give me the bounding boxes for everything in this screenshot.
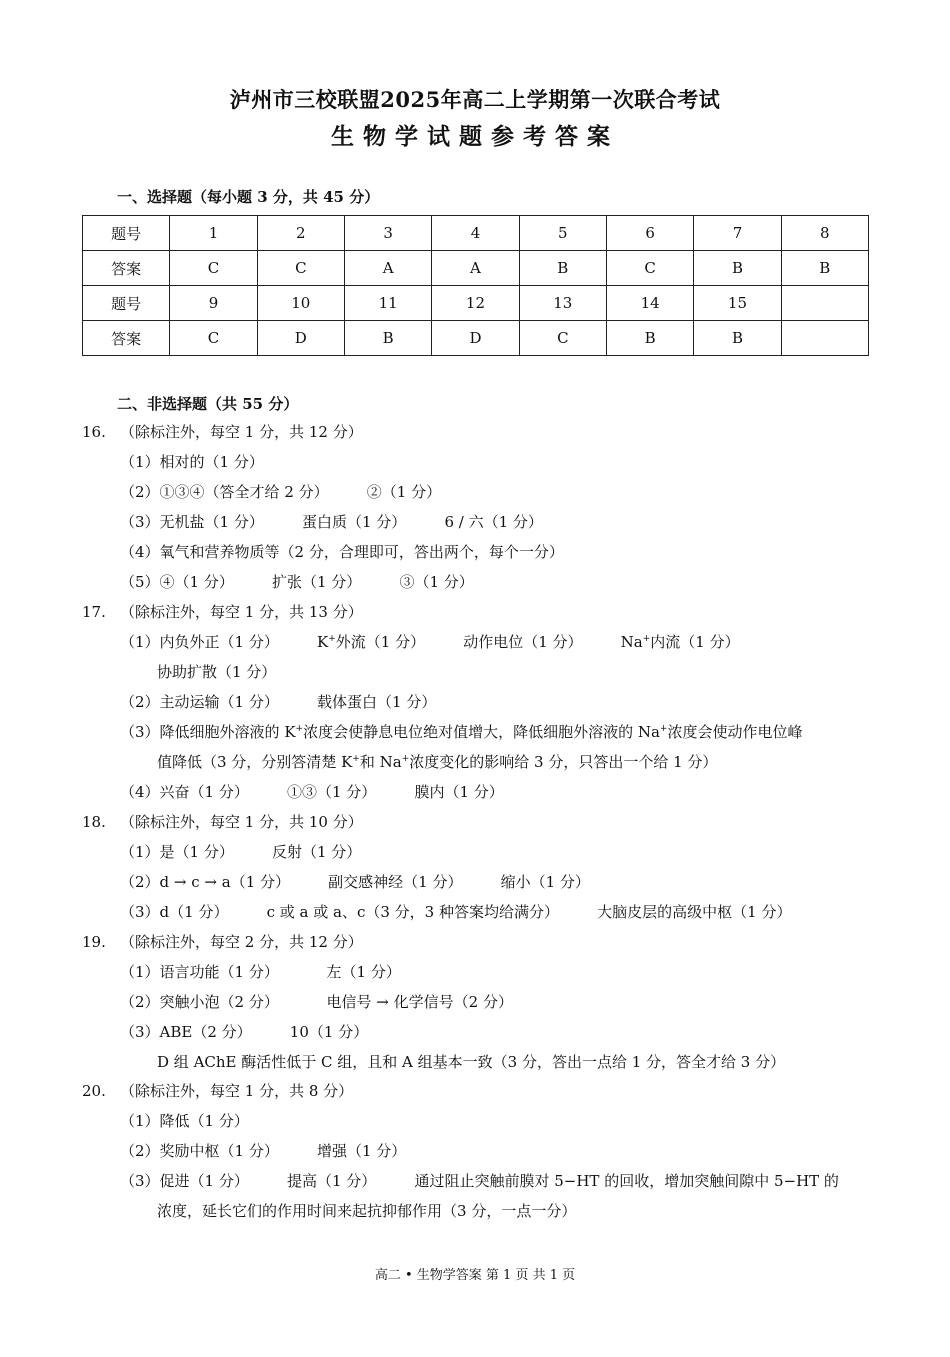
superscript-plus: + [642, 634, 651, 644]
q17-line1-cont: 协助扩散（1 分） [157, 663, 277, 681]
table-cell: 10 [257, 286, 344, 321]
q18-line3: （3）d（1 分） c 或 a 或 a、c（3 分，3 种答案均给满分） 大脑皮层的高级中枢（1 分） [120, 903, 792, 921]
table-cell: 8 [781, 216, 868, 251]
table-cell: 9 [170, 286, 257, 321]
q18-number: 18. [82, 813, 106, 831]
table-row-label: 题号 [83, 286, 170, 321]
table-row [83, 251, 869, 286]
page-title: 泸州市三校联盟2025年高二上学期第一次联合考试 [229, 87, 721, 112]
q17-line1-a: （1）内负外正（1 分） K [120, 633, 329, 651]
q17-line3-a: （3）降低细胞外溶液的 K [120, 723, 296, 741]
table-cell: A [344, 251, 431, 286]
q17-line3-b: 浓度会使静息电位绝对值增大，降低细胞外溶液的 Na [303, 723, 660, 741]
table-cell: A [432, 251, 519, 286]
q16-number: 16. [82, 423, 106, 441]
table-cell: B [519, 251, 606, 286]
q17-line3 [120, 721, 802, 743]
superscript-plus: + [328, 634, 336, 644]
table-cell: 7 [694, 216, 781, 251]
q17-line1-c: 内流（1 分） [650, 633, 740, 651]
superscript-plus: + [295, 724, 304, 734]
table-cell: C [170, 251, 257, 286]
table-cell: 14 [606, 286, 693, 321]
q17-line1 [120, 631, 740, 653]
q17-line4: （4）兴奋（1 分） ①③（1 分） 膜内（1 分） [120, 783, 504, 801]
q20-number: 20. [82, 1082, 106, 1100]
table-row [83, 286, 869, 321]
q17-line3-e: 和 Na [359, 753, 402, 771]
table-cell: 13 [519, 286, 606, 321]
table-cell: C [606, 251, 693, 286]
q17-line3-c: 浓度会使动作电位峰 [667, 723, 803, 741]
q16-line5: （5）④（1 分） 扩张（1 分） ③（1 分） [120, 573, 474, 591]
table-cell: 15 [694, 286, 781, 321]
table-cell: C [170, 321, 257, 356]
q17-line3-f: 浓度变化的影响给 3 分，只答出一个给 1 分） [409, 753, 718, 771]
section2-heading: 二、非选择题（共 55 分） [117, 395, 299, 413]
table-row-label: 题号 [83, 216, 170, 251]
q19-line4: D 组 AChE 酶活性低于 C 组，且和 A 组基本一致（3 分，答出一点给 1 分，答全才给 3 分） [157, 1053, 786, 1071]
table-cell: 11 [344, 286, 431, 321]
q16-note: （除标注外，每空 1 分，共 12 分） [120, 423, 363, 441]
q19-line1: （1）语言功能（1 分） 左（1 分） [120, 963, 401, 981]
q16-line1: （1）相对的（1 分） [120, 453, 264, 471]
q20-line2: （2）奖励中枢（1 分） 增强（1 分） [120, 1142, 407, 1160]
q17-line2: （2）主动运输（1 分） 载体蛋白（1 分） [120, 693, 437, 711]
q16-line2: （2）①③④（答全才给 2 分） ②（1 分） [120, 483, 442, 501]
table-cell: 4 [432, 216, 519, 251]
table-cell [781, 321, 868, 356]
q20-line3: （3）促进（1 分） 提高（1 分） 通过阻止突触前膜对 5−HT 的回收，增加突触间隙中 5−HT 的 [120, 1172, 839, 1190]
table-row-label: 答案 [83, 251, 170, 286]
q18-line1: （1）是（1 分） 反射（1 分） [120, 843, 362, 861]
table-cell: C [519, 321, 606, 356]
table-cell: C [257, 251, 344, 286]
superscript-plus: + [401, 754, 410, 764]
q17-line3-d: 值降低（3 分，分别答清楚 K [157, 753, 353, 771]
q17-line1-b: 外流（1 分） 动作电位（1 分） Na [335, 633, 643, 651]
table-row [83, 216, 869, 251]
q18-line2: （2）d → c → a（1 分） 副交感神经（1 分） 缩小（1 分） [120, 873, 590, 891]
table-cell: 3 [344, 216, 431, 251]
q19-note: （除标注外，每空 2 分，共 12 分） [120, 933, 363, 951]
table-cell: 12 [432, 286, 519, 321]
table-cell: 1 [170, 216, 257, 251]
q17-line3-cont [157, 751, 717, 773]
page-footer: 高二 • 生物学答案 第 1 页 共 1 页 [374, 1268, 576, 1283]
table-cell: D [257, 321, 344, 356]
q20-line1: （1）降低（1 分） [120, 1112, 249, 1130]
page-subtitle: 生物学试题参考答案 [331, 123, 619, 150]
q20-line4: 浓度，延长它们的作用时间来起抗抑郁作用（3 分，一点一分） [157, 1202, 577, 1220]
table-cell: 5 [519, 216, 606, 251]
section1-heading: 一、选择题（每小题 3 分，共 45 分） [117, 188, 380, 206]
q17-number: 17. [82, 603, 106, 621]
table-cell: D [432, 321, 519, 356]
q17-note: （除标注外，每空 1 分，共 13 分） [120, 603, 363, 621]
table-cell: B [781, 251, 868, 286]
q18-note: （除标注外，每空 1 分，共 10 分） [120, 813, 363, 831]
table-row [83, 321, 869, 356]
q16-line4: （4）氧气和营养物质等（2 分，合理即可，答出两个，每个一分） [120, 543, 564, 561]
q16-line3: （3）无机盐（1 分） 蛋白质（1 分） 6 / 六（1 分） [120, 513, 543, 531]
table-cell: B [694, 321, 781, 356]
q19-line3: （3）ABE（2 分） 10（1 分） [120, 1023, 369, 1041]
q19-number: 19. [82, 933, 106, 951]
answer-table [82, 215, 869, 356]
q20-note: （除标注外，每空 1 分，共 8 分） [120, 1082, 354, 1100]
table-cell: B [344, 321, 431, 356]
table-cell: 6 [606, 216, 693, 251]
table-cell: 2 [257, 216, 344, 251]
superscript-plus: + [659, 724, 668, 734]
q19-line2: （2）突触小泡（2 分） 电信号 → 化学信号（2 分） [120, 993, 513, 1011]
table-cell: B [606, 321, 693, 356]
table-row-label: 答案 [83, 321, 170, 356]
table-cell [781, 286, 868, 321]
table-cell: B [694, 251, 781, 286]
superscript-plus: + [352, 754, 360, 764]
